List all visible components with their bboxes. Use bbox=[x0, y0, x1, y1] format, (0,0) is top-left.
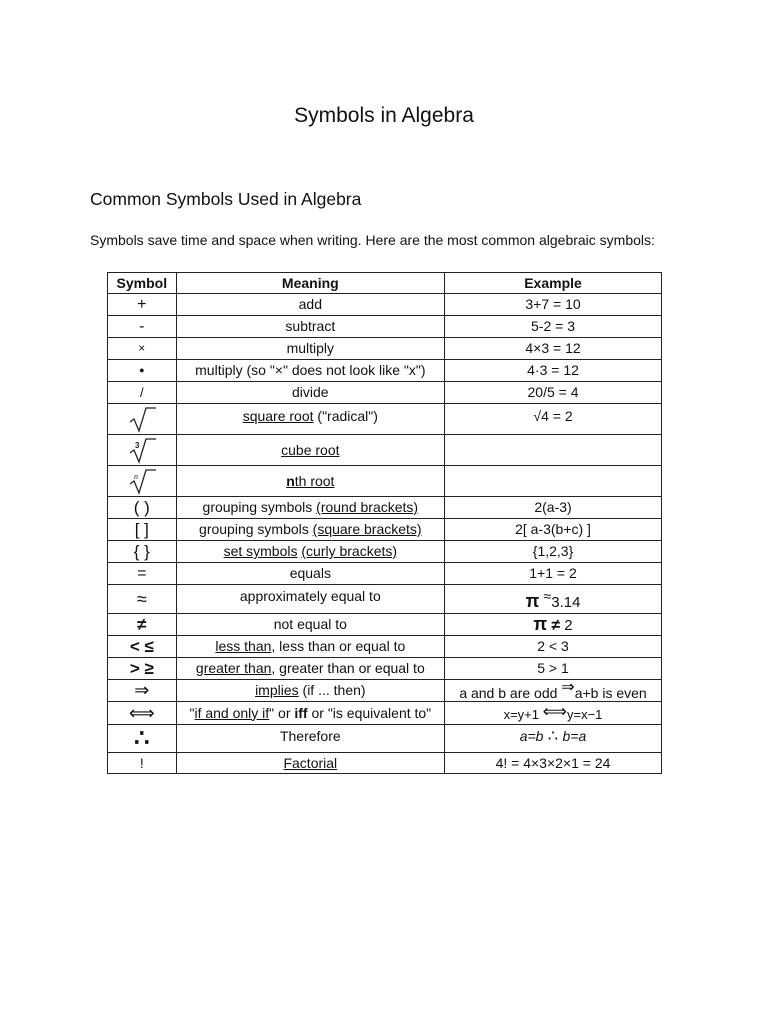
table-row bbox=[108, 614, 662, 636]
table-row bbox=[108, 316, 662, 338]
meaning-cell bbox=[176, 541, 444, 563]
meaning-cell: subtract bbox=[176, 316, 444, 338]
symbol-cell bbox=[108, 404, 177, 435]
table-row bbox=[108, 294, 662, 316]
example-cell bbox=[445, 466, 662, 497]
table-row bbox=[108, 466, 662, 497]
meaning-cell bbox=[176, 466, 444, 497]
cube-root-icon bbox=[126, 436, 158, 464]
symbol-cell: > ≥ bbox=[108, 658, 177, 680]
section-title: Common Symbols Used in Algebra bbox=[90, 189, 362, 209]
meaning-cell bbox=[176, 435, 444, 466]
example-cell: a=b ∴ b=a bbox=[445, 725, 662, 753]
meaning-cell bbox=[176, 753, 444, 774]
meaning-cell: multiply (so "×" does not look like "x") bbox=[176, 360, 444, 382]
example-cell: 5-2 = 3 bbox=[445, 316, 662, 338]
example-cell: 4×3 = 12 bbox=[445, 338, 662, 360]
example-cell: π ≈3.14 bbox=[445, 585, 662, 614]
meaning-cell: implies (if ... then) bbox=[176, 680, 444, 702]
table-row bbox=[108, 585, 662, 614]
symbol-cell: < ≤ bbox=[108, 636, 177, 658]
table-row bbox=[108, 636, 662, 658]
round-brackets-link[interactable]: (round brackets) bbox=[316, 499, 419, 515]
meaning-cell: square root ("radical") bbox=[176, 404, 444, 435]
example-cell: 2 < 3 bbox=[445, 636, 662, 658]
symbol-cell: [ ] bbox=[108, 519, 177, 541]
symbols-table bbox=[107, 272, 662, 774]
example-cell: {1,2,3} bbox=[445, 541, 662, 563]
example-cell: 1+1 = 2 bbox=[445, 563, 662, 585]
symbol-cell: { } bbox=[108, 541, 177, 563]
meaning-cell: approximately equal to bbox=[176, 585, 444, 614]
example-cell: π ≠ 2 bbox=[445, 614, 662, 636]
table-row bbox=[108, 658, 662, 680]
meaning-cell: equals bbox=[176, 563, 444, 585]
symbol-cell: ● bbox=[108, 360, 177, 382]
symbol-cell: ≠ bbox=[108, 614, 177, 636]
table-row bbox=[108, 404, 662, 435]
meaning-cell: divide bbox=[176, 382, 444, 404]
intro-text: Symbols save time and space when writing. Here are the most common algebraic symbols: bbox=[90, 232, 655, 248]
symbol-cell: ! bbox=[108, 753, 177, 774]
factorial-link[interactable]: Factorial bbox=[283, 754, 338, 771]
symbol-cell: = bbox=[108, 563, 177, 585]
example-cell: 2(a-3) bbox=[445, 497, 662, 519]
nth-root-link[interactable]: nth root bbox=[286, 472, 335, 489]
symbol-cell: / bbox=[108, 382, 177, 404]
set-symbols-link[interactable]: set symbols bbox=[223, 543, 298, 559]
nth-root-icon bbox=[126, 467, 158, 495]
meaning-cell: grouping symbols (round brackets) bbox=[176, 497, 444, 519]
meaning-cell: less than, less than or equal to bbox=[176, 636, 444, 658]
symbol-cell: ≈ bbox=[108, 585, 177, 614]
table-row bbox=[108, 680, 662, 702]
table-row bbox=[108, 338, 662, 360]
svg-text:3: 3 bbox=[134, 441, 140, 450]
table-row bbox=[108, 382, 662, 404]
symbol-cell: + bbox=[108, 294, 177, 316]
table-row bbox=[108, 702, 662, 725]
table-row bbox=[108, 360, 662, 382]
symbol-cell bbox=[108, 435, 177, 466]
square-root-link[interactable]: square root bbox=[242, 408, 314, 424]
implies-link[interactable]: implies bbox=[255, 682, 299, 698]
table-header-row bbox=[108, 273, 662, 294]
example-cell: a and b are odd ⇒a+b is even bbox=[445, 680, 662, 702]
less-than-link[interactable]: less than bbox=[215, 638, 272, 654]
table-row bbox=[108, 753, 662, 774]
symbol-cell: ∴ bbox=[108, 725, 177, 753]
svg-text:n: n bbox=[133, 472, 138, 481]
example-cell: x=y+1 ⟺y=x−1 bbox=[445, 702, 662, 725]
example-cell: 3+7 = 10 bbox=[445, 294, 662, 316]
table-row bbox=[108, 563, 662, 585]
square-brackets-link[interactable]: (square brackets) bbox=[312, 521, 422, 537]
example-cell: √4 = 2 bbox=[445, 404, 662, 435]
if-and-only-if-link[interactable]: if and only if bbox=[194, 704, 270, 721]
table-row bbox=[108, 541, 662, 563]
meaning-cell: multiply bbox=[176, 338, 444, 360]
example-cell: 4·3 = 12 bbox=[445, 360, 662, 382]
table-row bbox=[108, 435, 662, 466]
example-cell: 5 > 1 bbox=[445, 658, 662, 680]
symbol-cell: ⟺ bbox=[108, 702, 177, 725]
example-cell: 20/5 = 4 bbox=[445, 382, 662, 404]
symbol-cell: × bbox=[108, 338, 177, 360]
header-example: Example bbox=[445, 273, 662, 294]
symbol-cell: ( ) bbox=[108, 497, 177, 519]
symbol-cell: - bbox=[108, 316, 177, 338]
greater-than-link[interactable]: greater than bbox=[195, 660, 272, 676]
curly-brackets-link[interactable]: (curly brackets) bbox=[301, 543, 398, 559]
meaning-cell: "if and only if" or iff or "is equivalent to" bbox=[176, 702, 444, 725]
header-symbol: Symbol bbox=[108, 273, 177, 294]
table-row bbox=[108, 519, 662, 541]
meaning-cell: not equal to bbox=[176, 614, 444, 636]
example-cell bbox=[445, 435, 662, 466]
meaning-cell: grouping symbols (square brackets) bbox=[176, 519, 444, 541]
example-cell: 4! = 4×3×2×1 = 24 bbox=[445, 753, 662, 774]
square-root-icon bbox=[126, 405, 158, 433]
symbol-cell bbox=[108, 466, 177, 497]
header-meaning: Meaning bbox=[176, 273, 444, 294]
meaning-cell: Therefore bbox=[176, 725, 444, 753]
example-cell: 2[ a-3(b+c) ] bbox=[445, 519, 662, 541]
table-row bbox=[108, 725, 662, 753]
cube-root-link[interactable]: cube root bbox=[281, 441, 340, 458]
page-title: Symbols in Algebra bbox=[294, 104, 474, 127]
table-row bbox=[108, 497, 662, 519]
meaning-cell: greater than, greater than or equal to bbox=[176, 658, 444, 680]
symbol-cell: ⇒ bbox=[108, 680, 177, 702]
meaning-cell: add bbox=[176, 294, 444, 316]
